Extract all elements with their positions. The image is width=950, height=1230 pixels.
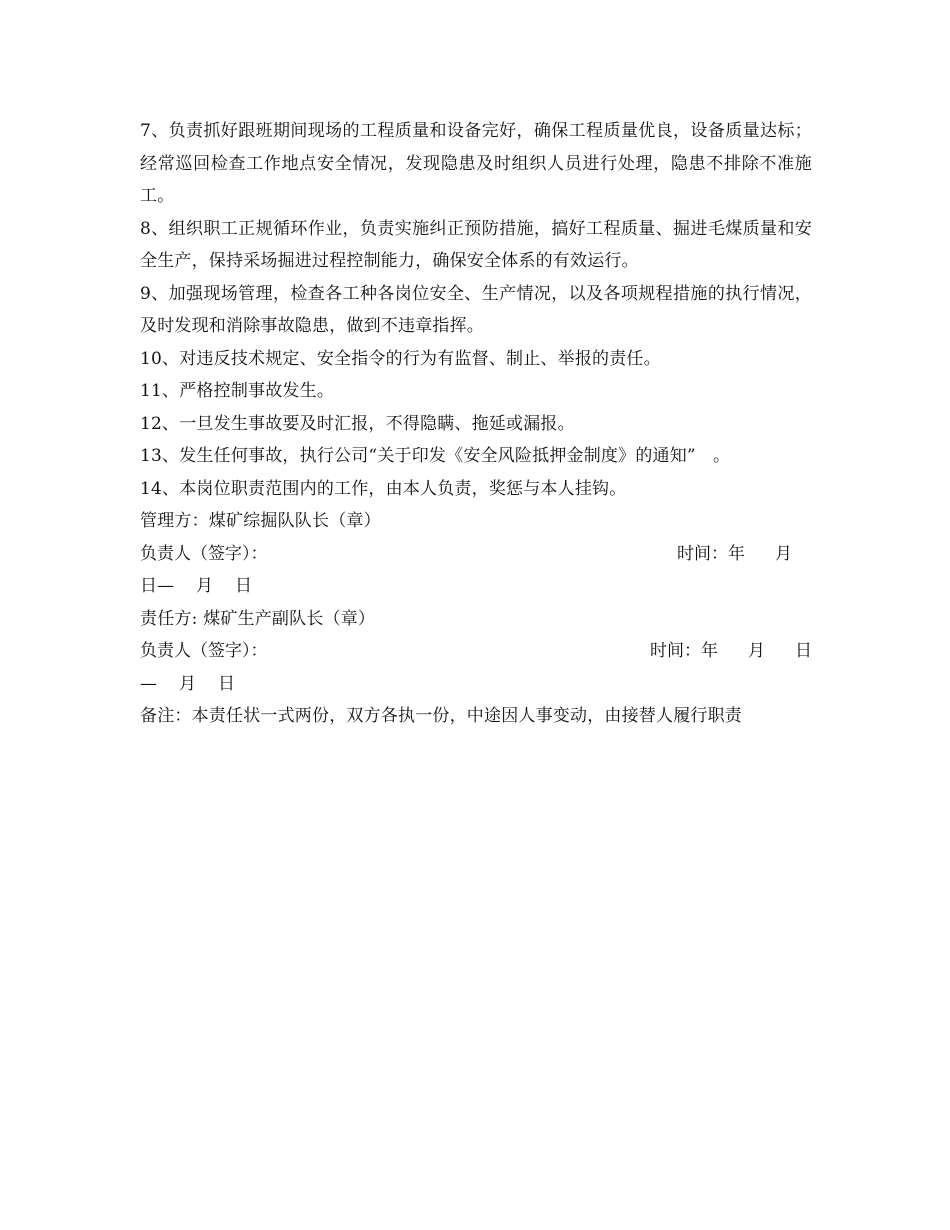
responsible-time [650, 635, 812, 668]
duty-item-7: 7、负责抓好跟班期间现场的工程质量和设备完好，确保工程质量优良，设备质量达标；经常巡回检查工作地点安全情况，发现隐患及时组织人员进行处理，隐患不排除不准施工。 [140, 121, 812, 206]
management-party-label: 管理方：煤矿综掘队队长（章） [140, 511, 381, 531]
management-signer-label: 负责人（签字）： [140, 543, 268, 564]
document-body [140, 115, 812, 733]
duty-item-11: 11、严格控制事故发生。 [140, 381, 335, 401]
responsible-signature-row [140, 635, 812, 668]
remark-note: 备注：本责任状一式两份，双方各执一份，中途因人事变动，由接替人履行职责 [140, 706, 742, 726]
responsible-signer-label: 负责人（签字）： [140, 641, 268, 661]
responsible-day: 日 [795, 641, 812, 661]
responsible-year: 年 [701, 641, 718, 661]
duty-item-12: 12、一旦发生事故要及时汇报，不得隐瞒、拖延或漏报。 [140, 413, 575, 434]
responsible-month: 月 [748, 641, 765, 661]
management-time [677, 538, 812, 571]
responsible-party-label: 责任方: 煤矿生产副队长（章） [140, 608, 376, 629]
management-day: 日— [140, 576, 174, 596]
management-signature-row [140, 538, 812, 571]
responsible-day-end: 日 [218, 673, 235, 694]
duty-item-8: 8、组织职工正规循环作业，负责实施纠正预防措施，搞好工程质量、掘进毛煤质量和安全生产，保持采场掘进过程控制能力，确保安全体系的有效运行。 [140, 218, 812, 271]
duty-item-9: 9、加强现场管理，检查各工种各岗位安全、生产情况，以及各项规程措施的执行情况，及时发现和消除事故隐患，做到不违章指挥。 [140, 283, 812, 336]
management-day-end: 日 [235, 576, 252, 596]
duty-item-14: 14、本岗位职责范围内的工作，由本人负责，奖惩与本人挂钩。 [140, 478, 627, 499]
responsible-date-end-row [140, 668, 812, 701]
management-date-end-row [140, 570, 812, 603]
management-month: 月 [775, 543, 792, 564]
responsible-month-end: 月 [179, 673, 196, 694]
duty-item-13: 13、发生任何事故，执行公司“关于印发《安全风险抵押金制度》的通知” 。 [140, 446, 731, 466]
duty-item-10: 10、对违反技术规定、安全指令的行为有监督、制止、举报的责任。 [140, 348, 661, 369]
management-time-label: 时间： [677, 543, 728, 564]
responsible-dash: — [140, 673, 157, 694]
management-year: 年 [728, 543, 745, 564]
management-month-end: 月 [196, 576, 213, 596]
responsible-time-label: 时间： [650, 641, 701, 661]
